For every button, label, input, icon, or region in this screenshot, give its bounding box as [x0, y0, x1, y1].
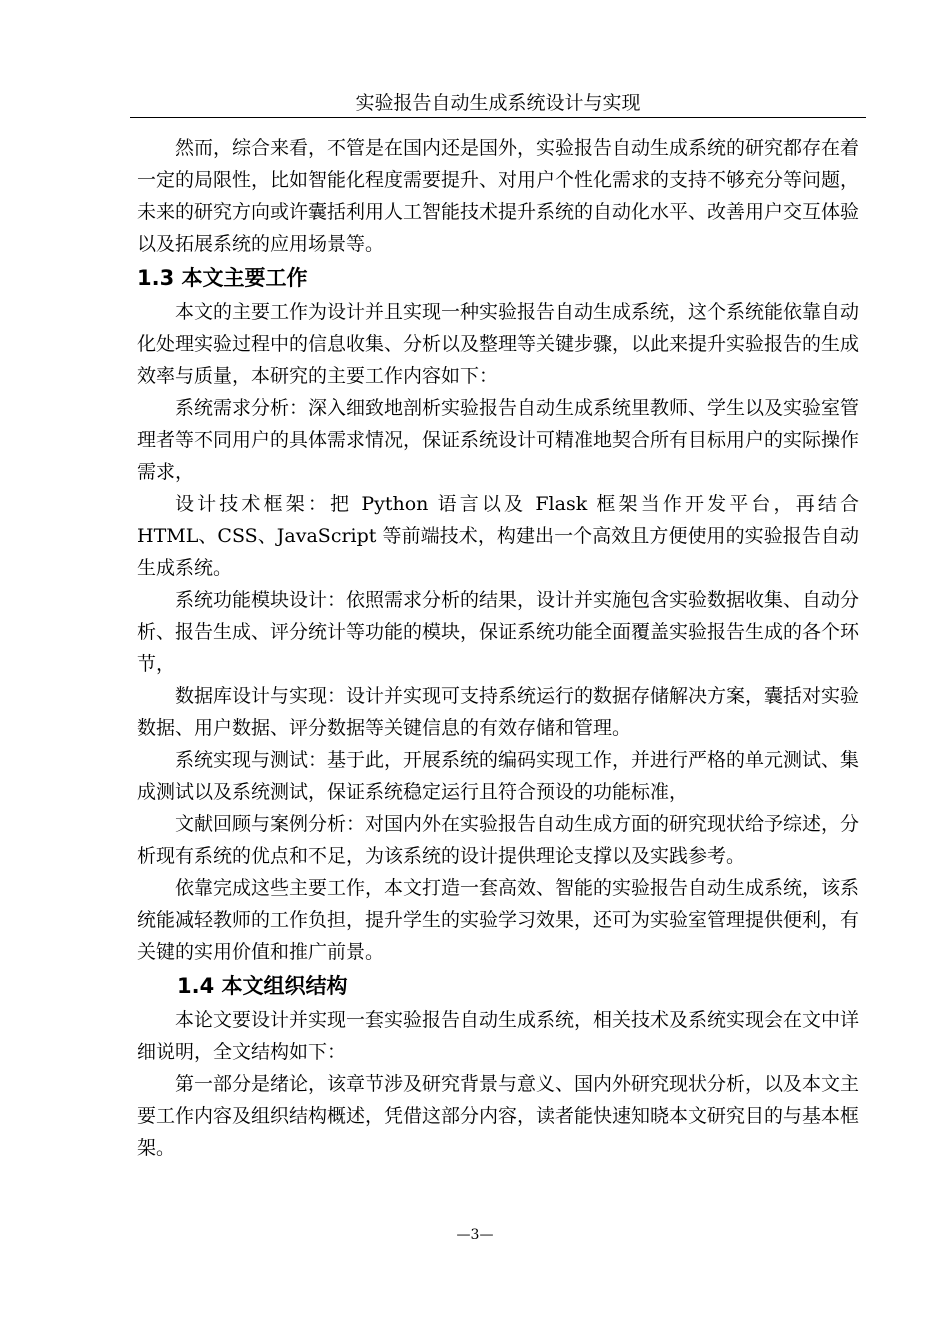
- paragraph-1-3-database: 数据库设计与实现：设计并实现可支持系统运行的数据存储解决方案，囊括对实验数据、用户数据、评分数据等关键信息的有效存储和管理。: [137, 685, 860, 739]
- page-header-title: 实验报告自动生成系统设计与实现: [355, 92, 641, 114]
- paragraph-1-3-summary: 依靠完成这些主要工作，本文打造一套高效、智能的实验报告自动生成系统，该系统能减轻教师的工作负担，提升学生的实验学习效果，还可为实验室管理提供便利，有关键的实用价值和推广前景。: [137, 877, 860, 963]
- section-heading-1-3: 1.3 本文主要工作: [137, 266, 308, 290]
- paragraph-1-4-overview: 本论文要设计并实现一套实验报告自动生成系统，相关技术及系统实现会在文中详细说明，全文结构如下：: [137, 1009, 860, 1063]
- paragraph-1-3-requirements: 系统需求分析：深入细致地剖析实验报告自动生成系统里教师、学生以及实验室管理者等不同用户的具体需求情况，保证系统设计可精准地契合所有目标用户的实际操作需求，: [137, 397, 860, 483]
- paragraph-1-4-part-one: 第一部分是绪论，该章节涉及研究背景与意义、国内外研究现状分析，以及本文主要工作内容及组织结构概述，凭借这部分内容，读者能快速知晓本文研究目的与基本框架。: [137, 1073, 860, 1159]
- paragraph-1-3-literature: 文献回顾与案例分析：对国内外在实验报告自动生成方面的研究现状给予综述，分析现有系统的优点和不足，为该系统的设计提供理论支撑以及实践参考。: [137, 813, 860, 867]
- paragraph-1-3-modules: 系统功能模块设计：依照需求分析的结果，设计并实施包含实验数据收集、自动分析、报告生成、评分统计等功能的模块，保证系统功能全面覆盖实验报告生成的各个环节，: [137, 589, 860, 675]
- page-number: —3—: [456, 1227, 494, 1243]
- paragraph-1-3-testing: 系统实现与测试：基于此，开展系统的编码实现工作，并进行严格的单元测试、集成测试以及系统测试，保证系统稳定运行且符合预设的功能标准，: [137, 749, 860, 803]
- paragraph-1-3-overview: 本文的主要工作为设计并且实现一种实验报告自动生成系统，这个系统能依靠自动化处理实验过程中的信息收集、分析以及整理等关键步骤，以此来提升实验报告的生成效率与质量，本研究的主要工作内容如下：: [137, 301, 860, 387]
- paragraph-intro: 然而，综合来看，不管是在国内还是国外，实验报告自动生成系统的研究都存在着一定的局限性，比如智能化程度需要提升、对用户个性化需求的支持不够充分等问题，未来的研究方向或许囊括利用人工智能技术提升系统的自动化水平、改善用户交互体验以及拓展系统的应用场景等。: [137, 137, 860, 255]
- paragraph-1-3-framework: 设计技术框架：把 Python 语言以及 Flask 框架当作开发平台，再结合 HTML、CSS、JavaScript 等前端技术，构建出一个高效且方便使用的实验报告自动生成系统。: [137, 493, 859, 579]
- document-body: [137, 132, 859, 1164]
- header-divider: [130, 117, 866, 118]
- section-heading-1-4: 1.4 本文组织结构: [177, 974, 348, 998]
